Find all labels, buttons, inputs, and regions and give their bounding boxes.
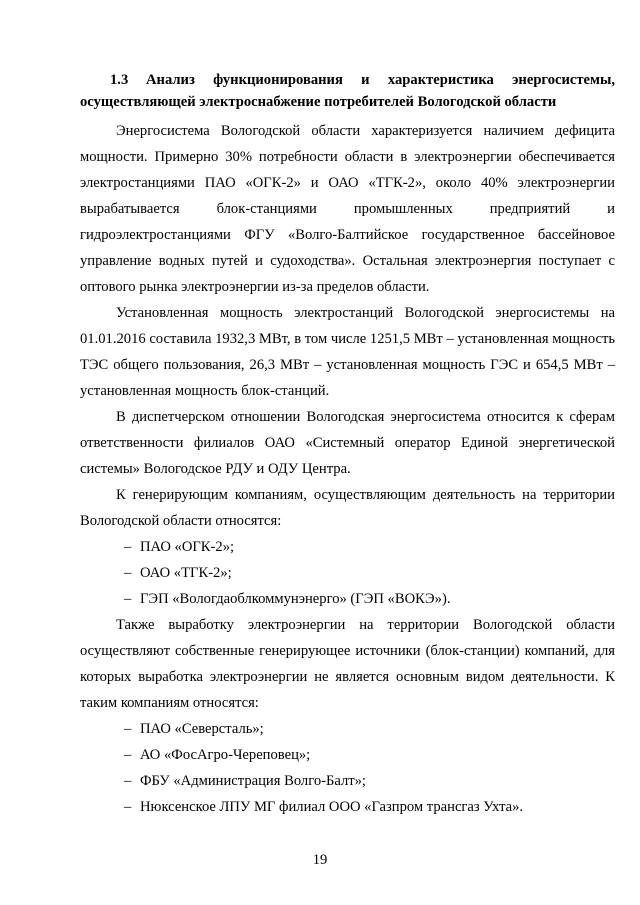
list-marker: –: [124, 799, 132, 815]
paragraph-capacity: Установленная мощность электростанций Вологодской энергосистемы на 01.01.2016 составила 1932,3 МВт, в том числе 1251,5 МВт – установленная мощность ТЭС общего пользования, 26,3 МВт – установленная мощность ГЭС и 654,5 МВт – установленная мощность блок-станций.: [80, 305, 615, 399]
list-item: [80, 794, 615, 820]
section-heading: [80, 69, 615, 113]
list-marker: –: [124, 565, 132, 581]
paragraph-block-stations: Также выработку электроэнергии на территории Вологодской области осуществляют собственные генерирующее источники (блок-станции) компаний, для которых выработка электроэнергии не является основным видом деятельности. К таким компаниям относятся:: [80, 617, 615, 711]
paragraph-generating-companies: К генерирующим компаниям, осуществляющим деятельность на территории Вологодской области относятся:: [80, 487, 615, 529]
list-marker: –: [124, 721, 132, 737]
list-marker: –: [124, 773, 132, 789]
document-body: [80, 118, 615, 820]
list-item-text: Нюксенское ЛПУ МГ филиал ООО «Газпром трансгаз Ухта».: [140, 799, 524, 815]
list-item: [80, 560, 615, 586]
list-item-text: ГЭП «Вологдаоблкоммунэнерго» (ГЭП «ВОКЭ»).: [140, 591, 451, 607]
list-marker: –: [124, 539, 132, 555]
paragraph-dispatch: В диспетчерском отношении Вологодская энергосистема относится к сферам ответственности филиалов ОАО «Системный оператор Единой энергетической системы» Вологодское РДУ и ОДУ Центра.: [80, 409, 615, 477]
list-item: [80, 534, 615, 560]
heading-line-1: [80, 69, 615, 91]
page-number: 19: [312, 852, 328, 868]
section-number: 1.3: [110, 72, 129, 88]
list-marker: –: [124, 747, 132, 763]
list-marker: –: [124, 591, 132, 607]
paragraph-deficit: Энергосистема Вологодской области характеризуется наличием дефицита мощности. Примерно 30% потребности области в электроэнергии обеспечивается электростанциями ПАО «ОГК-2» и ОАО «ТГК-2», около 40% электроэнергии вырабатывается блок-станциями промышленных предприятий и гидроэлектростанциями ФГУ «Волго-Балтийское государственное бассейновое управление водных путей и судоходства». Остальная электроэнергия поступает с оптового рынка электроэнергии из-за пределов области.: [80, 123, 615, 295]
list-item-text: ПАО «ОГК-2»;: [140, 539, 235, 555]
list-item-text: ОАО «ТГК-2»;: [140, 565, 232, 581]
list-item: [80, 716, 615, 742]
list-item-text: АО «ФосАгро-Череповец»;: [140, 747, 311, 763]
heading-line-2: осуществляющей электроснабжение потребителей Вологодской области: [80, 94, 557, 110]
list-item-text: ПАО «Северсталь»;: [140, 721, 264, 737]
list-item-text: ФБУ «Администрация Волго-Балт»;: [140, 773, 366, 789]
list-item: [80, 768, 615, 794]
list-item: [80, 742, 615, 768]
heading-text-1: Анализ функционирования и характеристика энергосистемы,: [146, 72, 615, 88]
list-item: [80, 586, 615, 612]
